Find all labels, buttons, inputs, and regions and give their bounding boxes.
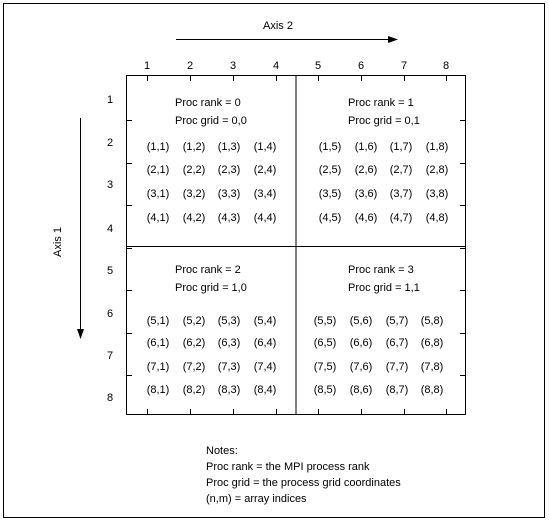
row-number: 4 (106, 223, 114, 235)
array-cell: (8,4) (253, 384, 277, 396)
array-cell: (5,6) (349, 315, 373, 327)
array-cell: (7,3) (217, 361, 241, 373)
quadrant-1-grid: Proc grid = 0,1 (348, 115, 420, 127)
array-cell: (1,5) (318, 141, 342, 153)
notes-line-proc-grid: Proc grid = the process grid coordinates (206, 477, 401, 489)
row-number: 1 (106, 94, 114, 106)
column-number: 8 (442, 60, 450, 72)
array-cell: (5,4) (253, 315, 277, 327)
column-number: 5 (314, 60, 322, 72)
array-cell: (6,5) (313, 337, 337, 349)
column-number: 2 (186, 60, 194, 72)
notes-heading: Notes: (206, 445, 238, 457)
array-cell: (7,7) (385, 361, 409, 373)
axis-2-label: Axis 2 (263, 20, 293, 32)
array-cell: (7,1) (146, 361, 170, 373)
row-number: 8 (106, 392, 114, 404)
array-cell: (8,7) (385, 384, 409, 396)
array-cell: (8,2) (182, 384, 206, 396)
array-cell: (5,8) (420, 315, 444, 327)
array-cell: (1,8) (425, 141, 449, 153)
notes-line-indices: (n,m) = array indices (206, 493, 307, 505)
array-cell: (4,4) (253, 212, 277, 224)
array-cell: (6,4) (253, 337, 277, 349)
array-cell: (7,8) (420, 361, 444, 373)
array-cell: (3,6) (354, 188, 378, 200)
quadrant-2-rank: Proc rank = 2 (175, 264, 241, 276)
array-cell: (6,2) (182, 337, 206, 349)
array-cell: (3,4) (253, 188, 277, 200)
array-cell: (5,3) (217, 315, 241, 327)
array-cell: (1,3) (217, 141, 241, 153)
column-number: 4 (272, 60, 280, 72)
axis-2-arrowhead (388, 36, 398, 43)
array-cell: (2,8) (425, 164, 449, 176)
column-number: 1 (143, 60, 151, 72)
array-cell: (1,7) (389, 141, 413, 153)
column-number: 6 (357, 60, 365, 72)
notes-line-proc-rank: Proc rank = the MPI process rank (206, 461, 370, 473)
array-cell: (3,2) (182, 188, 206, 200)
quadrant-3-rank: Proc rank = 3 (348, 264, 414, 276)
array-cell: (8,6) (349, 384, 373, 396)
row-number: 2 (106, 137, 114, 149)
array-cell: (4,8) (425, 212, 449, 224)
array-cell: (5,5) (313, 315, 337, 327)
array-cell: (7,2) (182, 361, 206, 373)
array-cell: (4,2) (182, 212, 206, 224)
array-cell: (2,6) (354, 164, 378, 176)
quadrant-2-grid: Proc grid = 1,0 (175, 282, 247, 294)
array-cell: (5,7) (385, 315, 409, 327)
array-cell: (6,8) (420, 337, 444, 349)
array-cell: (3,1) (146, 188, 170, 200)
array-cell: (7,6) (349, 361, 373, 373)
row-number: 7 (106, 350, 114, 362)
array-cell: (4,7) (389, 212, 413, 224)
array-cell: (2,4) (253, 164, 277, 176)
column-number: 7 (400, 60, 408, 72)
array-cell: (1,4) (253, 141, 277, 153)
array-cell: (3,7) (389, 188, 413, 200)
quadrant-1-rank: Proc rank = 1 (348, 97, 414, 109)
array-cell: (4,6) (354, 212, 378, 224)
axis-1-arrowhead (77, 329, 84, 339)
outer-border (4, 4, 545, 518)
array-cell: (4,1) (146, 212, 170, 224)
array-cell: (5,2) (182, 315, 206, 327)
array-cell: (3,5) (318, 188, 342, 200)
array-cell: (6,1) (146, 337, 170, 349)
quadrant-0-grid: Proc grid = 0,0 (175, 115, 247, 127)
array-cell: (8,1) (146, 384, 170, 396)
array-cell: (7,4) (253, 361, 277, 373)
array-cell: (2,2) (182, 164, 206, 176)
array-cell: (2,3) (217, 164, 241, 176)
array-cell: (1,2) (182, 141, 206, 153)
array-cell: (3,3) (217, 188, 241, 200)
axis-1-label: Axis 1 (51, 227, 64, 257)
array-cell: (8,3) (217, 384, 241, 396)
array-cell: (2,5) (318, 164, 342, 176)
column-number: 3 (229, 60, 237, 72)
array-cell: (7,5) (313, 361, 337, 373)
array-cell: (1,1) (146, 141, 170, 153)
quadrant-3-grid: Proc grid = 1,1 (348, 282, 420, 294)
array-cell: (8,8) (420, 384, 444, 396)
row-number: 3 (106, 179, 114, 191)
row-number: 5 (106, 265, 114, 277)
array-cell: (4,5) (318, 212, 342, 224)
array-cell: (5,1) (146, 315, 170, 327)
array-cell: (2,7) (389, 164, 413, 176)
array-cell: (4,3) (217, 212, 241, 224)
array-cell: (6,3) (217, 337, 241, 349)
array-cell: (2,1) (146, 164, 170, 176)
array-cell: (1,6) (354, 141, 378, 153)
array-cell: (6,6) (349, 337, 373, 349)
quadrant-0-rank: Proc rank = 0 (175, 97, 241, 109)
row-number: 6 (106, 308, 114, 320)
array-cell: (8,5) (313, 384, 337, 396)
array-cell: (3,8) (425, 188, 449, 200)
array-cell: (6,7) (385, 337, 409, 349)
